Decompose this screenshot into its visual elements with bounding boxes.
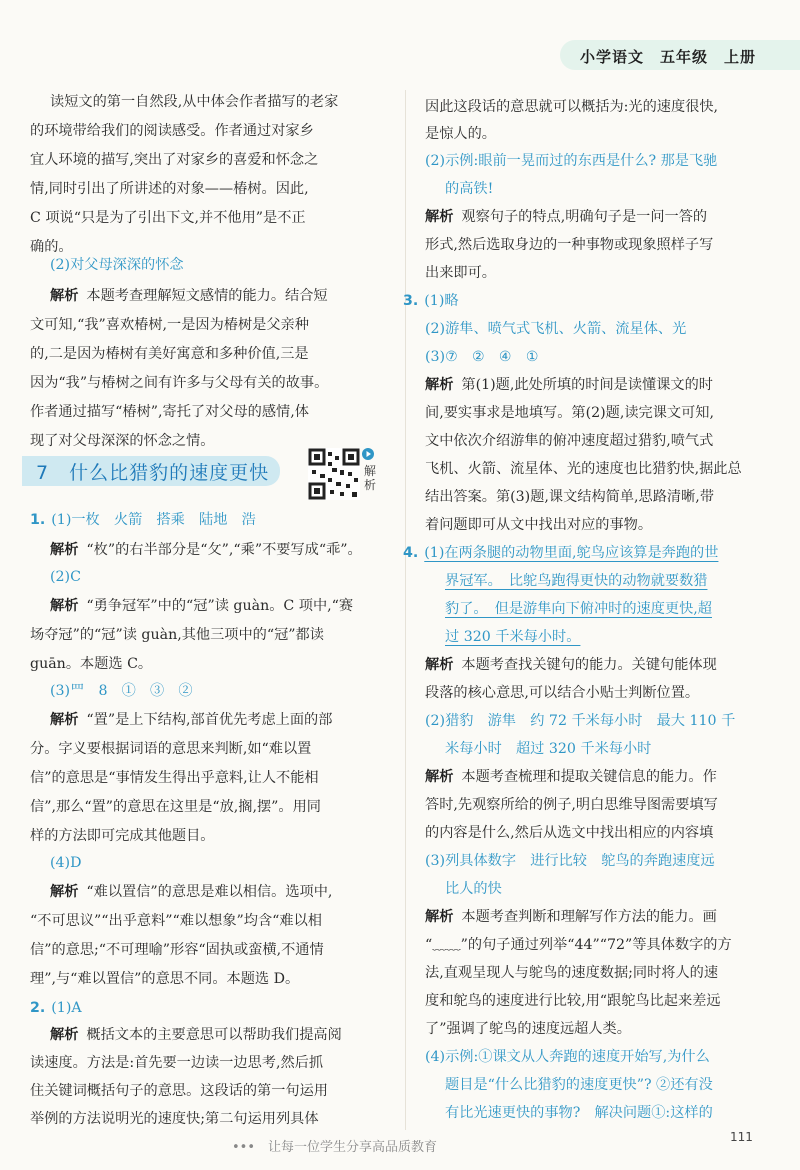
analysis-tag: 解析 <box>50 598 79 614</box>
answer-line: (3)列具体数字 进行比较 鸵鸟的奔跑速度远 <box>425 853 715 869</box>
page-number: 111 <box>730 1130 753 1144</box>
analysis-text: 概括文本的主要意思可以帮助我们提高阅 <box>86 1027 342 1043</box>
text-line: 住关键词概括句子的意思。这段话的第一句运用 <box>30 1083 328 1099</box>
answer-line: (3)罒 8 ① ③ ② <box>50 683 193 699</box>
analysis-text: 本题考查梳理和提取关键信息的能力。作 <box>461 769 717 785</box>
analysis-line <box>30 878 332 907</box>
analysis-tag: 解析 <box>425 909 454 925</box>
text-line: 因为“我”与椿树之间有许多与父母有关的故事。 <box>30 375 329 391</box>
text-line: “﹏﹏”的句子通过列举“44”“72”等具体数字的方 <box>425 937 732 953</box>
analysis-text: “难以置信”的意思是难以相信。选项中, <box>86 884 333 900</box>
analysis-text: 本题考查理解短文感情的能力。结合短 <box>86 288 328 304</box>
question-number: 3. <box>403 293 419 309</box>
text-line: 举例的方法说明光的速度快;第二句运用列具体 <box>30 1111 319 1127</box>
footer-slogan: ••• 让每一位学生分享高品质教育 <box>232 1140 438 1155</box>
answer-line: 界冠军。 比鸵鸟跑得更快的动物就要数猎 <box>445 573 708 589</box>
play-icon[interactable] <box>362 448 374 460</box>
answer-line: 比人的快 <box>445 881 502 897</box>
text-line: 飞机、火箭、流星体、光的速度也比猎豹快,据此总 <box>425 461 742 477</box>
text-line: 信”的意思;“不可理喻”形容“固执或蛮横,不通情 <box>30 942 324 958</box>
analysis-line <box>425 651 717 680</box>
text-line: 段落的核心意思,可以结合小贴士判断位置。 <box>425 685 700 701</box>
analysis-tag: 解析 <box>50 884 79 900</box>
text-line: guān。本题选 C。 <box>30 656 153 672</box>
answer-line: (3)⑦ ② ④ ① <box>425 349 539 365</box>
text-line: 法,直观呈现人与鸵鸟的速度数据;同时将人的速 <box>425 965 719 981</box>
answer-text: (1)A <box>51 1000 82 1016</box>
column-divider <box>405 90 406 1130</box>
analysis-line <box>30 536 362 565</box>
analysis-line <box>30 706 332 735</box>
question-number: 1. <box>30 512 46 528</box>
qr-code-icon[interactable] <box>308 448 360 500</box>
answer-text: (1)一枚 火箭 搭乘 陆地 浩 <box>51 512 256 528</box>
analysis-line <box>425 763 717 792</box>
text-line: 度和鸵鸟的速度进行比较,用“跟鸵鸟比起来差远 <box>425 993 721 1009</box>
analysis-line <box>425 371 713 400</box>
analysis-tag: 解析 <box>425 657 454 673</box>
analysis-text: “置”是上下结构,部首优先考虑上面的部 <box>86 712 333 728</box>
text-line: 的内容是什么,然后从选文中找出相应的内容填 <box>425 825 714 841</box>
text-line: C 项说“只是为了引出下文,并不他用”是不正 <box>30 210 306 226</box>
text-line: 信”,那么“置”的意思在这里是“放,搁,摆”。用同 <box>30 799 321 815</box>
answer-line: (4)D <box>50 855 82 871</box>
analysis-text: 第(1)题,此处所填的时间是读懂课文的时 <box>461 377 713 393</box>
analysis-line <box>425 903 717 932</box>
answer-line: 的高铁! <box>445 181 494 197</box>
text-line: 情,同时引出了所讲述的对象——椿树。因此, <box>30 181 309 197</box>
answer-line: 过 320 千米每小时。 <box>445 629 581 645</box>
analysis-tag: 解析 <box>425 769 454 785</box>
text-line: 文中依次介绍游隼的俯冲速度超过猎豹,喷气式 <box>425 433 714 449</box>
analysis-line <box>425 203 707 232</box>
question-number: 2. <box>30 1000 46 1016</box>
text-line: 形式,然后选取身边的一种事物或现象照样子写 <box>425 237 714 253</box>
text-line: “不可思议”“出乎意料”“难以想象”均含“难以相 <box>30 913 322 929</box>
analysis-tag: 解析 <box>425 209 454 225</box>
analysis-text: 本题考查找关键句的能力。关键句能体现 <box>461 657 717 673</box>
analysis-tag: 解析 <box>425 377 454 393</box>
answer-line: 有比光速更快的事物? 解决问题①:这样的 <box>445 1105 713 1121</box>
answer-line: (2)游隼、喷气式飞机、火箭、流星体、光 <box>425 321 687 337</box>
text-line: 作者通过描写“椿树”,寄托了对父母的感情,体 <box>30 404 309 420</box>
text-line: 场夺冠”的“冠”读 guàn,其他三项中的“冠”都读 <box>30 627 324 643</box>
text-line: 是惊人的。 <box>425 126 496 142</box>
text-line: 答时,先观察所给的例子,明白思维导图需要填写 <box>425 797 718 813</box>
answer-line: (2)猎豹 游隼 约 72 千米每小时 最大 110 千 <box>425 713 736 729</box>
analysis-tag: 解析 <box>50 712 79 728</box>
analysis-tag: 解析 <box>50 288 79 304</box>
analysis-tag: 解析 <box>50 1027 79 1043</box>
text-line: 出来即可。 <box>425 265 496 281</box>
analysis-line <box>30 592 353 621</box>
answer-line: (2)对父母深深的怀念 <box>50 257 184 273</box>
analysis-text: “勇争冠军”中的“冠”读 guàn。C 项中,“赛 <box>86 598 354 614</box>
text-line: 读速度。方法是:首先要一边读一边思考,然后抓 <box>30 1055 324 1071</box>
question-number: 4. <box>403 545 419 561</box>
text-line: 信”的意思是“事情发生得出乎意料,让人不能相 <box>30 770 319 786</box>
text-line: 现了对父母深深的怀念之情。 <box>30 433 215 449</box>
page-header-title: 小学语文 五年级 上册 <box>580 48 757 66</box>
analysis-line <box>30 282 328 311</box>
answer-line: (4)示例:①课文从人奔跑的速度开始写,为什么 <box>425 1049 710 1065</box>
text-line: 间,要实事求是地填写。第(2)题,读完课文可知, <box>425 405 715 421</box>
question-2-answer-1 <box>30 994 82 1023</box>
answer-line: 米每小时 超过 320 千米每小时 <box>445 741 652 757</box>
text-line: 样的方法即可完成其他题目。 <box>30 828 215 844</box>
question-1-answer-1 <box>30 506 256 535</box>
text-line: 文可知,“我”喜欢椿树,一是因为椿树是父亲种 <box>30 317 309 333</box>
analysis-text: “枚”的右半部分是“攵”,“乘”不要写成“乖”。 <box>86 542 362 558</box>
answer-line: (2)C <box>50 569 81 585</box>
answer-line: 题目是“什么比猎豹的速度更快”? ②还有没 <box>445 1077 713 1093</box>
text-line: 确的。 <box>30 239 73 255</box>
text-line: 分。字义要根据词语的意思来判断,如“难以置 <box>30 741 312 757</box>
analysis-line <box>30 1021 342 1050</box>
text-line: 宜人环境的描写,突出了对家乡的喜爱和怀念之 <box>30 152 319 168</box>
analysis-text: 本题考查判断和理解写作方法的能力。画 <box>461 909 717 925</box>
text-line: 因此这段话的意思就可以概括为:光的速度很快, <box>425 99 719 115</box>
text-line: 理”,与“难以置信”的意思不同。本题选 D。 <box>30 971 300 987</box>
text-line: 的,二是因为椿树有美好寓意和多种价值,三是 <box>30 346 309 362</box>
answer-line: (2)示例:眼前一晃而过的东西是什么? 那是飞驰 <box>425 153 718 169</box>
text-line: 的环境带给我们的阅读感受。作者通过对家乡 <box>30 123 314 139</box>
text-line: 着问题即可从文中找出对应的事物。 <box>425 517 653 533</box>
question-4-answer-1 <box>403 539 718 568</box>
question-3-answer-1 <box>403 287 459 316</box>
section-title: 7 什么比猎豹的速度更快 <box>36 462 270 484</box>
answer-text: (1)略 <box>424 293 459 309</box>
analysis-text: 观察句子的特点,明确句子是一问一答的 <box>461 209 708 225</box>
answer-text: (1)在两条腿的动物里面,鸵鸟应该算是奔跑的世 <box>424 545 719 561</box>
answer-line: 豹了。 但是游隼向下俯冲时的速度更快,超 <box>445 601 712 617</box>
text-line: 读短文的第一自然段,从中体会作者描写的老家 <box>50 94 339 110</box>
analysis-tag: 解析 <box>50 542 79 558</box>
text-line: 结出答案。第(3)题,课文结构简单,思路清晰,带 <box>425 489 715 505</box>
text-line: 了”强调了鸵鸟的速度远超人类。 <box>425 1021 631 1037</box>
qr-label: 解析 <box>363 464 376 492</box>
